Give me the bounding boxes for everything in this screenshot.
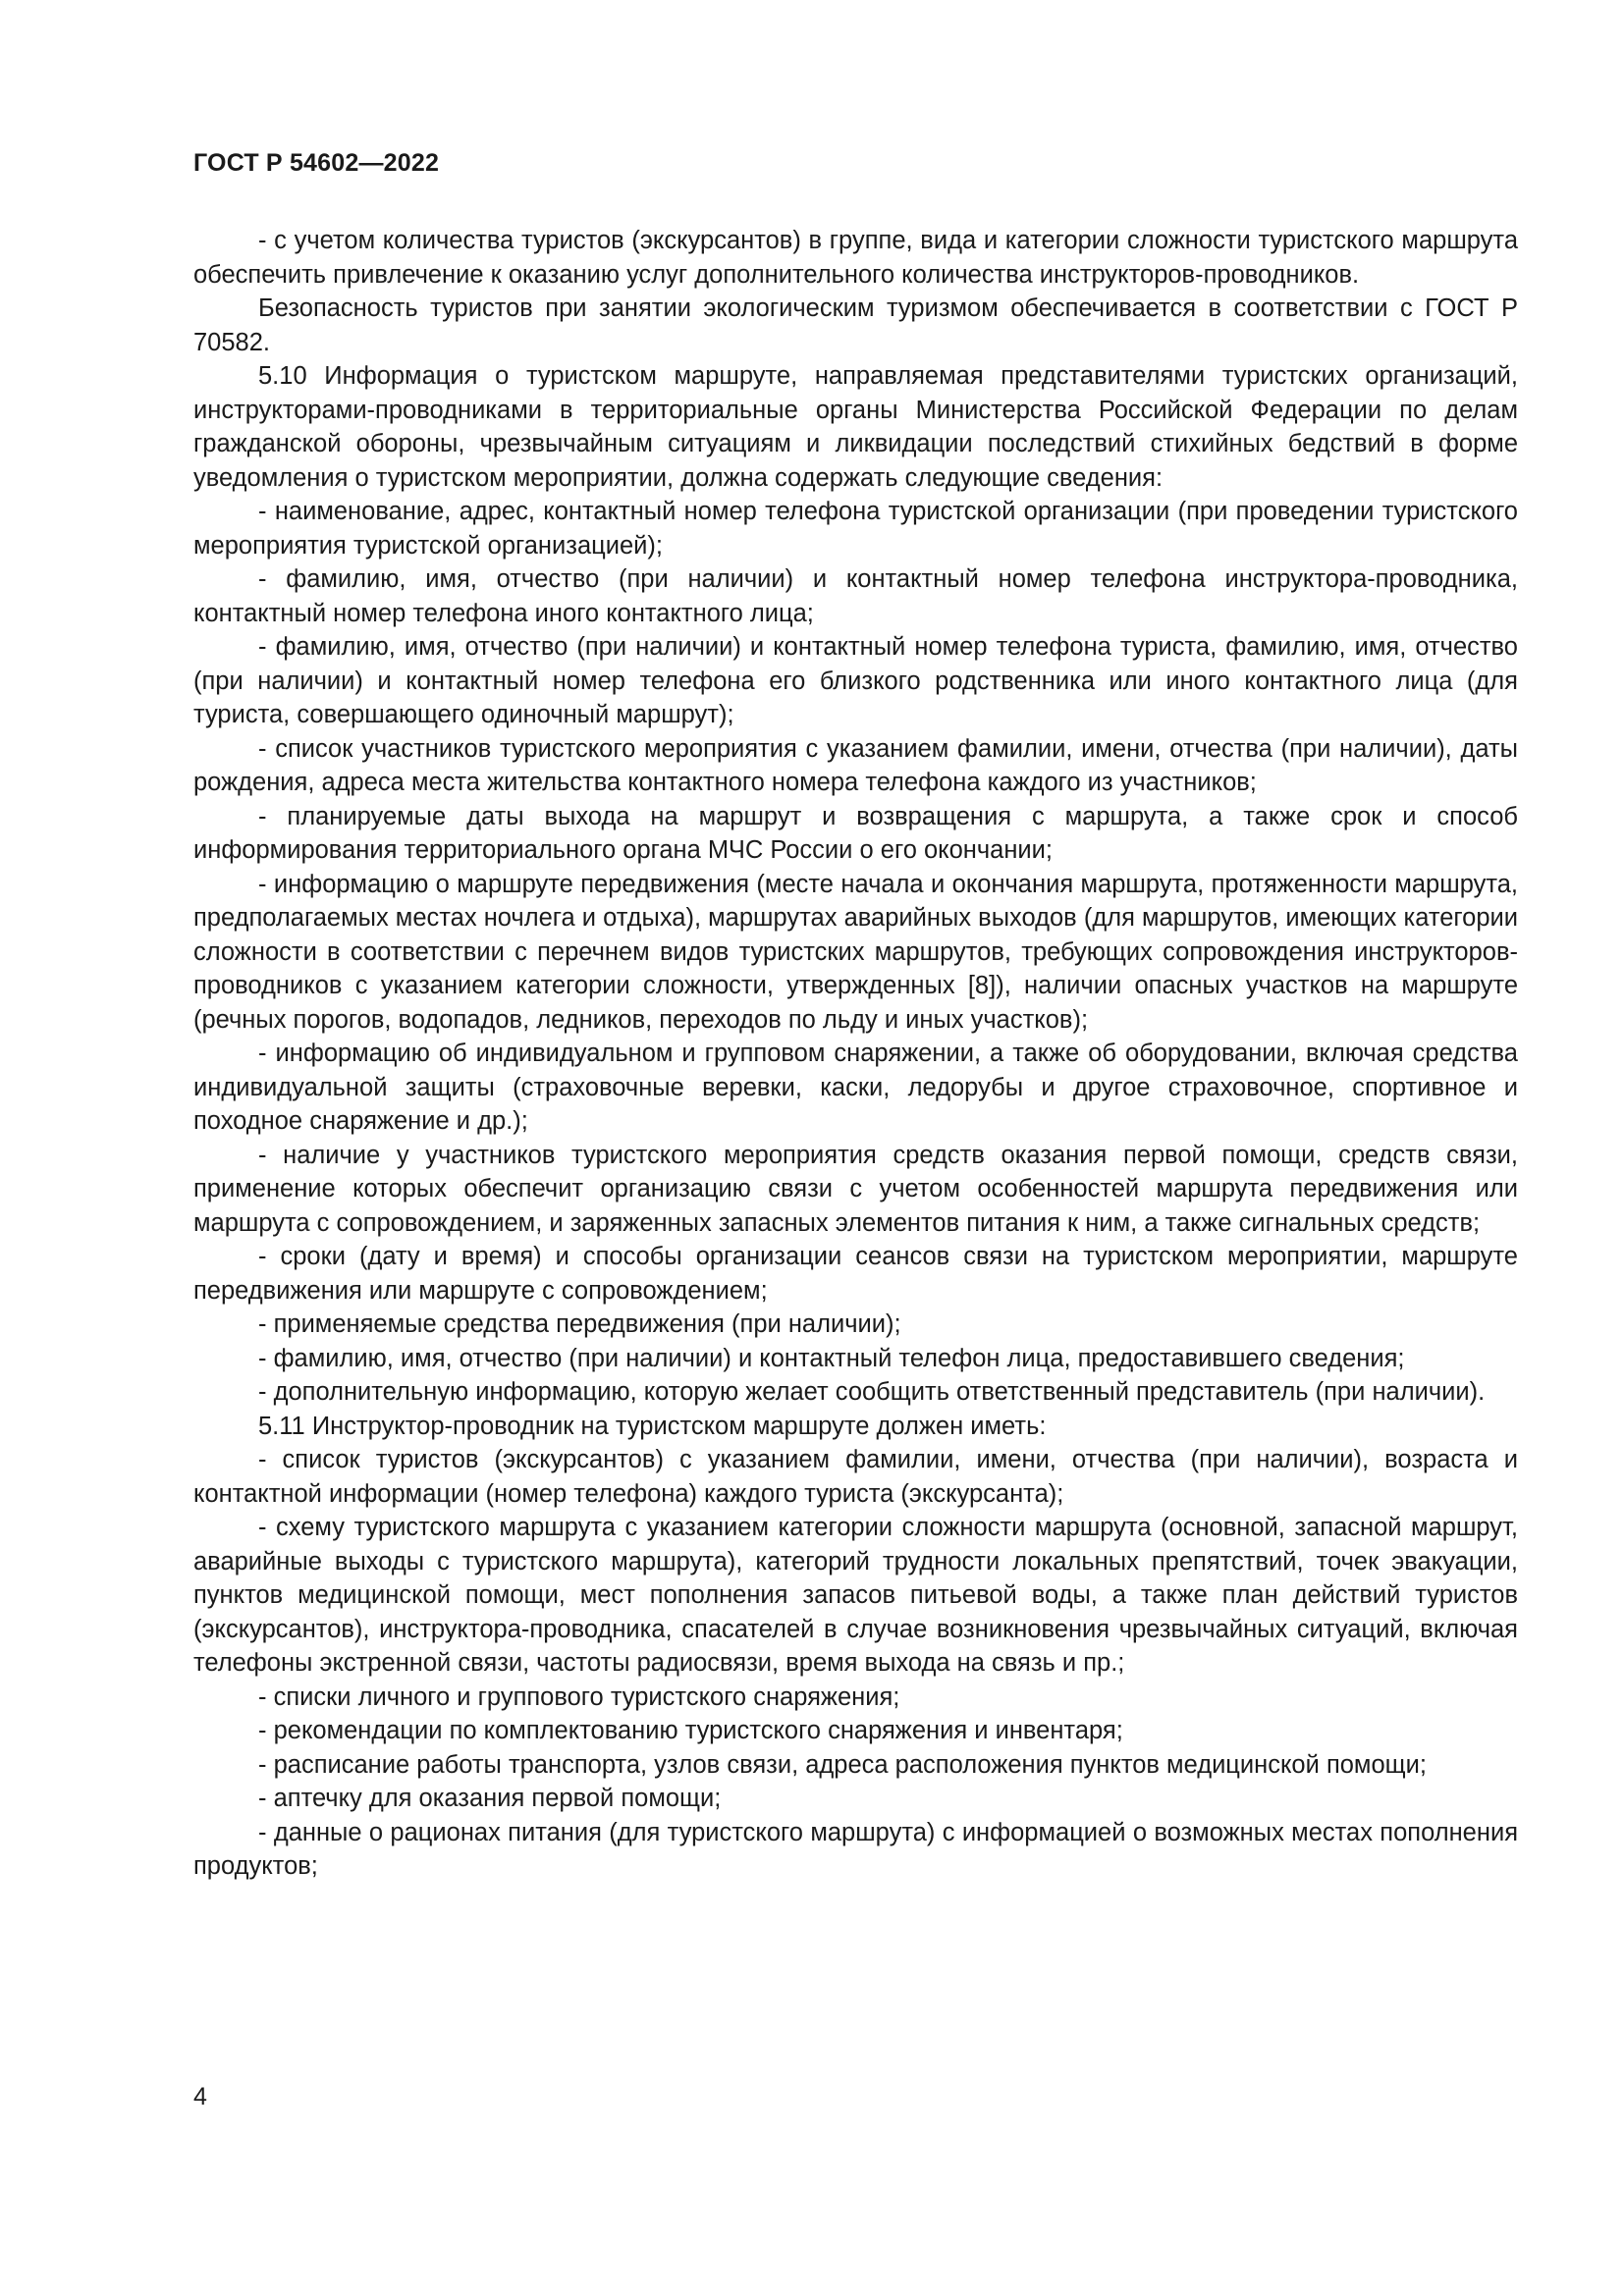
paragraph: - наименование, адрес, контактный номер телефона туристской организации (при проведении туристского мероприятия туристской организацией); — [193, 498, 1518, 560]
paragraph: - планируемые даты выхода на маршрут и возвращения с маршрута, а также срок и способ информирования территориального органа МЧС России о его окончании; — [193, 802, 1518, 864]
paragraph: - применяемые средства передвижения (при наличии); — [258, 1310, 901, 1338]
paragraph: - аптечку для оказания первой помощи; — [258, 1785, 722, 1812]
paragraph: Безопасность туристов при занятии экологическим туризмом обеспечивается в соответствии с ГОСТ Р 70582. — [193, 294, 1518, 356]
document-body — [193, 224, 1518, 1884]
paragraph: - список участников туристского мероприятия с указанием фамилии, имени, отчества (при наличии), даты рождения, адреса места жительства контактного номера телефона каждого из участников; — [193, 734, 1518, 796]
paragraph: - рекомендации по комплектованию туристского снаряжения и инвентаря; — [258, 1717, 1123, 1744]
paragraph: - расписание работы транспорта, узлов связи, адреса расположения пунктов медицинской помощи; — [258, 1750, 1427, 1779]
paragraph: - фамилию, имя, отчество (при наличии) и контактный номер телефона инструктора-проводника, контактный номер телефона иного контактного лица; — [193, 565, 1518, 627]
document-code-header: ГОСТ Р 54602—2022 — [193, 149, 440, 177]
paragraph: - данные о рационах питания (для туристского маршрута) с информацией о возможных местах пополнения продуктов; — [193, 1818, 1518, 1880]
paragraph: - список туристов (экскурсантов) с указанием фамилии, имени, отчества (при наличии), возраста и контактной информации (номер телефона) каждого туриста (экскурсанта); — [193, 1446, 1518, 1508]
paragraph: - наличие у участников туристского мероприятия средств оказания первой помощи, средств связи, применение которых обеспечит организацию связи с учетом особенностей маршрута передвижения или маршрута с сопровождением, и заряженных запасных элементов питания к ним, а также сигнальных средств; — [193, 1141, 1518, 1237]
paragraph: 5.10 Информация о туристском маршруте, направляемая представителями туристских организаций, инструкторами-проводниками в территориальные органы Министерства Российской Федерации по делам гражданской обороны, чрезвычайным ситуациям и ликвидации последствий стихийных бедствий в форме уведомления о туристском мероприятии, должна содержать следующие сведения: — [193, 362, 1518, 492]
paragraph: - фамилию, имя, отчество (при наличии) и контактный телефон лица, предоставившего сведения; — [258, 1344, 1405, 1372]
paragraph: - информацию об индивидуальном и групповом снаряжении, а также об оборудовании, включая средства индивидуальной защиты (страховочные веревки, каски, ледорубы и другое страховочное, спортивное и походное снаряжение и др.); — [193, 1040, 1518, 1135]
paragraph: - сроки (дату и время) и способы организации сеансов связи на туристском мероприятии, маршруте передвижения или маршруте с сопровождением; — [193, 1243, 1518, 1305]
paragraph: - информацию о маршруте передвижения (месте начала и окончания маршрута, протяженности маршрута, предполагаемых местах ночлега и отдыха), маршрутах аварийных выходов (для маршрутов, имеющих категории сложности в соответствии с перечнем видов туристских маршрутов, требующих сопровождения инструкторов-проводников с указанием категории сложности, утвержденных [8]), наличии опасных участков на маршруте (речных порогов, водопадов, ледников, переходов по льду и иных участков); — [193, 870, 1518, 1034]
paragraph: - с учетом количества туристов (экскурсантов) в группе, вида и категории сложности туристского маршрута обеспечить привлечение к оказанию услуг дополнительного количества инструкторов-проводников. — [193, 227, 1518, 289]
paragraph: - схему туристского маршрута с указанием категории сложности маршрута (основной, запасной маршрут, аварийные выходы с туристского маршрута), категорий трудности локальных препятствий, точек эвакуации, пунктов медицинской помощи, мест пополнения запасов питьевой воды, а также план действий туристов (экскурсантов), инструктора-проводника, спасателей в случае возникновения чрезвычайных ситуаций, включая телефоны экстренной связи, частоты радиосвязи, время выхода на связь и пр.; — [193, 1514, 1518, 1677]
paragraph: - фамилию, имя, отчество (при наличии) и контактный номер телефона туриста, фамилию, имя, отчество (при наличии) и контактный номер телефона его близкого родственника или иного контактного лица (для туриста, совершающего одиночный маршрут); — [193, 633, 1518, 728]
paragraph: - дополнительную информацию, которую желает сообщить ответственный представитель (при наличии). — [258, 1378, 1486, 1406]
page-number: 4 — [193, 2083, 207, 2110]
paragraph: 5.11 Инструктор-проводник на туристском маршруте должен иметь: — [258, 1412, 1047, 1440]
paragraph: - списки личного и группового туристского снаряжения; — [258, 1682, 900, 1711]
